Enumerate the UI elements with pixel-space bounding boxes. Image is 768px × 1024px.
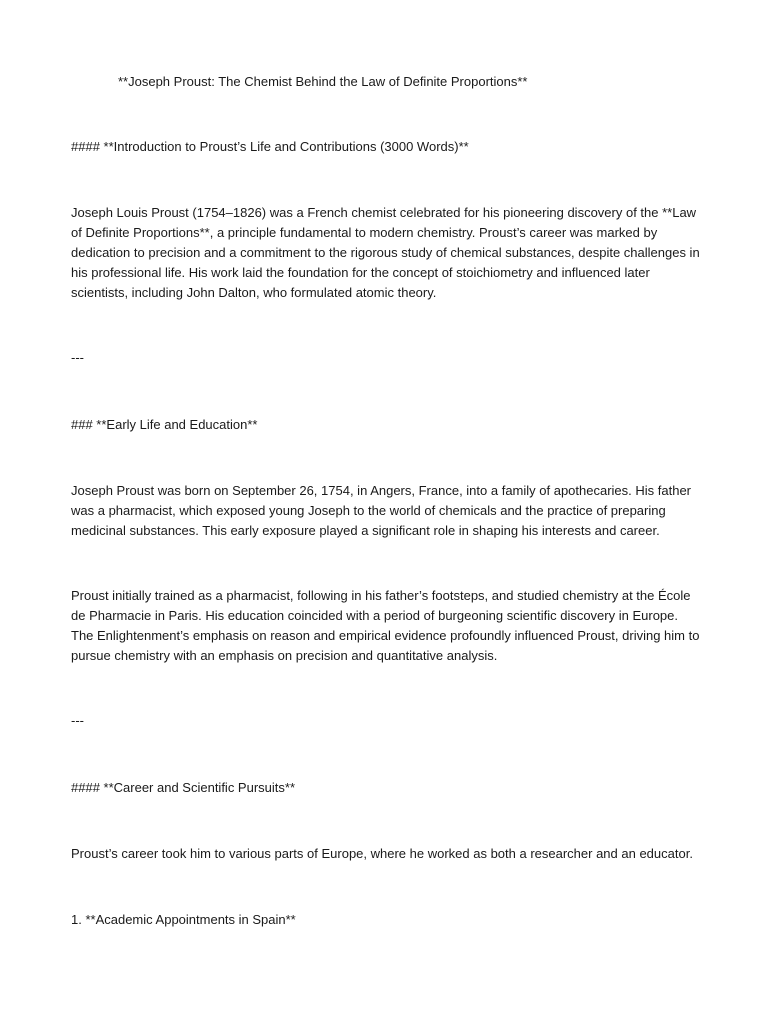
separator-rule: ---	[71, 713, 84, 728]
heading-introduction: #### **Introduction to Proust’s Life and Contributions (3000 Words)**	[71, 139, 469, 154]
paragraph-introduction: Joseph Louis Proust (1754–1826) was a French chemist celebrated for his pioneering discovery of the **Law of Definite Proportions**, a principle fundamental to modern chemistry. Proust’s career was marked by dedication to precision and a commitment to the rigorous study of chemical substances, despite challenges in his professional life. His work laid the foundation for the concept of stoichiometry and influenced later scientists, including John Dalton, who formulated atomic theory.	[71, 205, 700, 300]
list-item: 1. **Academic Appointments in Spain**	[71, 912, 296, 927]
paragraph-early-life-1: Joseph Proust was born on September 26, 1754, in Angers, France, into a family of apothecaries. His father was a pharmacist, which exposed young Joseph to the world of chemicals and the practice of preparing medicinal substances. This early exposure played a significant role in shaping his interests and career.	[71, 483, 692, 538]
heading-career: #### **Career and Scientific Pursuits**	[71, 780, 296, 795]
document-title: **Joseph Proust: The Chemist Behind the Law of Definite Proportions**	[118, 74, 528, 89]
separator-rule: ---	[71, 350, 84, 365]
heading-early-life: ### **Early Life and Education**	[71, 417, 258, 432]
paragraph-early-life-2: Proust initially trained as a pharmacist, following in his father’s footsteps, and studied chemistry at the École de Pharmacie in Paris. His education coincided with a period of burgeoning scientific discovery in Europe. The Enlightenment’s emphasis on reason and empirical evidence profoundly influenced Proust, driving him to pursue chemistry with an emphasis on precision and quantitative analysis.	[71, 588, 700, 663]
paragraph-career: Proust’s career took him to various parts of Europe, where he worked as both a researcher and an educator.	[71, 846, 693, 861]
